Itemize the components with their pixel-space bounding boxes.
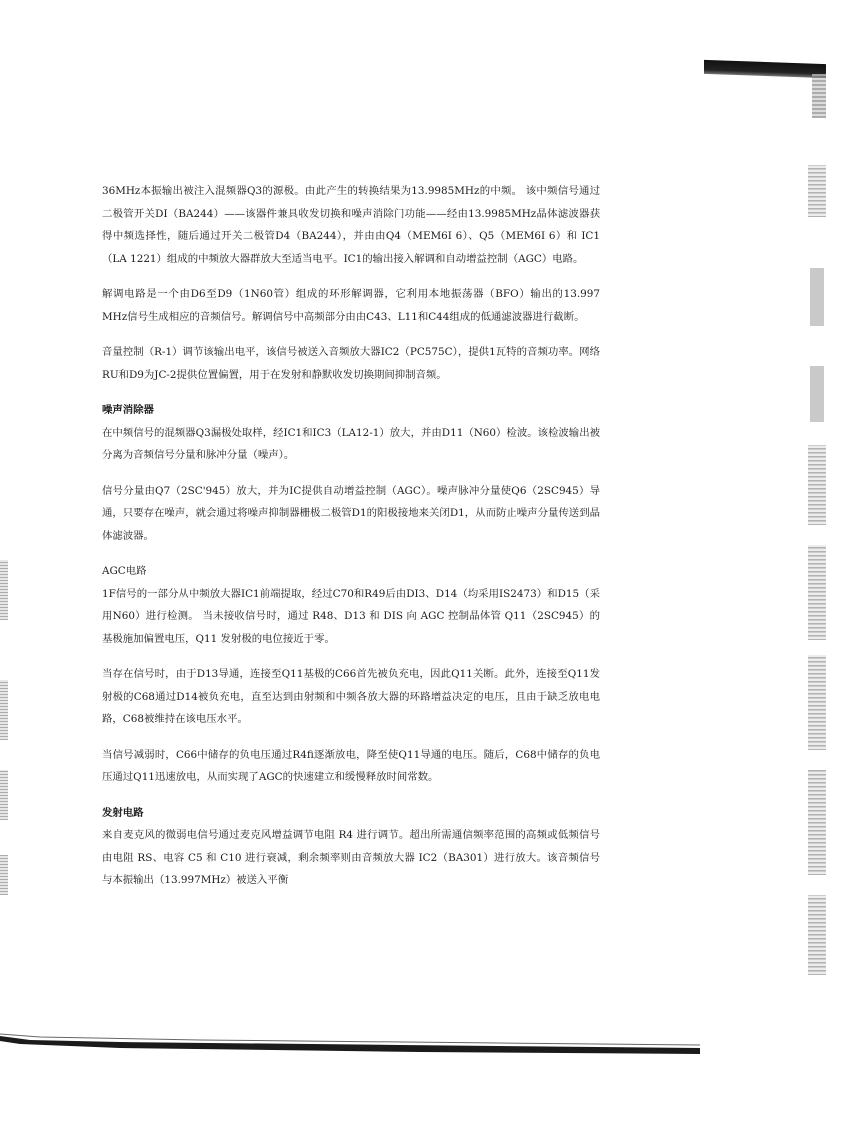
scan-edge-block	[810, 268, 824, 326]
scan-edge-noise	[808, 545, 826, 640]
document-body	[102, 180, 600, 905]
paragraph: 在中频信号的混频器Q3漏极处取样，经IC1和IC3（LA12-1）放大，并由D11（N60）检波。该检波输出被分离为音频信号分量和脉冲分量（噪声）。	[102, 426, 600, 461]
section-heading: AGC电路	[102, 565, 147, 577]
scan-shadow-top	[704, 60, 826, 78]
agc-section	[102, 560, 600, 789]
transmit-section	[102, 802, 600, 892]
paragraph: 信号分量由Q7（2SC'945）放大，并为IC提供自动增益控制（AGC）。噪声脉冲分量使Q6（2SC945）导通，只要存在噪声，就会通过将噪声抑制器栅极二极管D1的阳极接地来关闭D1，从而防止噪声分量传送到晶体滤波器。	[102, 484, 600, 542]
scan-edge-block	[810, 366, 824, 422]
paragraph: 1F信号的一部分从中频放大器IC1前端提取，经过C70和R49后由DI3、D14（均采用IS2473）和D15（采用N60）进行检测。 当未接收信号时，通过 R48、D13 和 DIS 向 AGC 控制晶体管 Q11（2SC945）的基极施加偏置电压，Q11 发射极的电位接近于零。	[102, 587, 600, 645]
paragraph: 解调电路是一个由D6至D9（1N60管）组成的环形解调器，它利用本地振荡器（BFO）输出的13.997 MHz信号生成相应的音频信号。解调信号中高频部分由由C43、L11和C44组成的低通滤波器进行截断。	[102, 288, 600, 323]
scan-left-noise	[0, 855, 8, 895]
scan-shadow-top-tail	[812, 74, 826, 118]
scan-edge-noise	[808, 445, 826, 525]
paragraph: 当存在信号时，由于D13导通，连接至Q11基极的C66首先被负充电，因此Q11关断。此外，连接至Q11发射极的C68通过D14被负充电，直至达到由射频和中频各放大器的环路增益决定的电压，且由于缺乏放电电路，C68被维持在该电压水平。	[102, 668, 600, 725]
scan-edge-noise	[808, 770, 826, 875]
paragraph: 36MHz本振输出被注入混频器Q3的源极。由此产生的转换结果为13.9985MHz的中频。 该中频信号通过二极管开关DI（BA244）——该器件兼具收发切换和噪声消除门功能——经由13.9985MHz晶体滤波器获得中频选择性，随后通过开关二极管D4（BA244），并由由Q4（MEM6I 6）、Q5（MEM6I 6）和 IC1（LA 1221）组成的中频放大器群放大至适当电平。IC1的输出接入解调和自动增益控制（AGC）电路。	[102, 185, 600, 265]
scan-edge-noise	[808, 165, 826, 217]
paragraph: 当信号减弱时，C66中储存的负电压通过R4fi逐渐放电，降至使Q11导通的电压。随后，C68中储存的负电压通过Q11迅速放电，从而实现了AGC的快速建立和缓慢释放时间常数。	[102, 748, 600, 783]
scan-shadow-bottom	[0, 1032, 700, 1054]
scan-left-noise	[0, 770, 8, 820]
paragraph: 来自麦克风的微弱电信号通过麦克风增益调节电阻 R4 进行调节。超出所需通信频率范围的高频或低频信号由电阻 RS、电容 C5 和 C10 进行衰减，剩余频率则由音频放大器 IC2（BA301）进行放大。该音频信号与本振输出（13.997MHz）被送入平衡	[102, 829, 600, 886]
paragraph: 音量控制（R-1）调节该输出电平，该信号被送入音频放大器IC2（PC575C），提供1瓦特的音频功率。网络RU和D9为JC-2提供位置偏置，用于在发射和静默收发切换期间抑制音频。	[102, 346, 600, 381]
noise-canceller-section	[102, 399, 600, 547]
scan-edge-noise	[808, 655, 826, 750]
scan-left-noise	[0, 680, 8, 740]
section-heading: 发射电路	[102, 806, 144, 819]
scan-left-noise	[0, 560, 8, 620]
scan-edge-noise	[808, 895, 826, 975]
section-heading: 噪声消除器	[102, 404, 154, 416]
